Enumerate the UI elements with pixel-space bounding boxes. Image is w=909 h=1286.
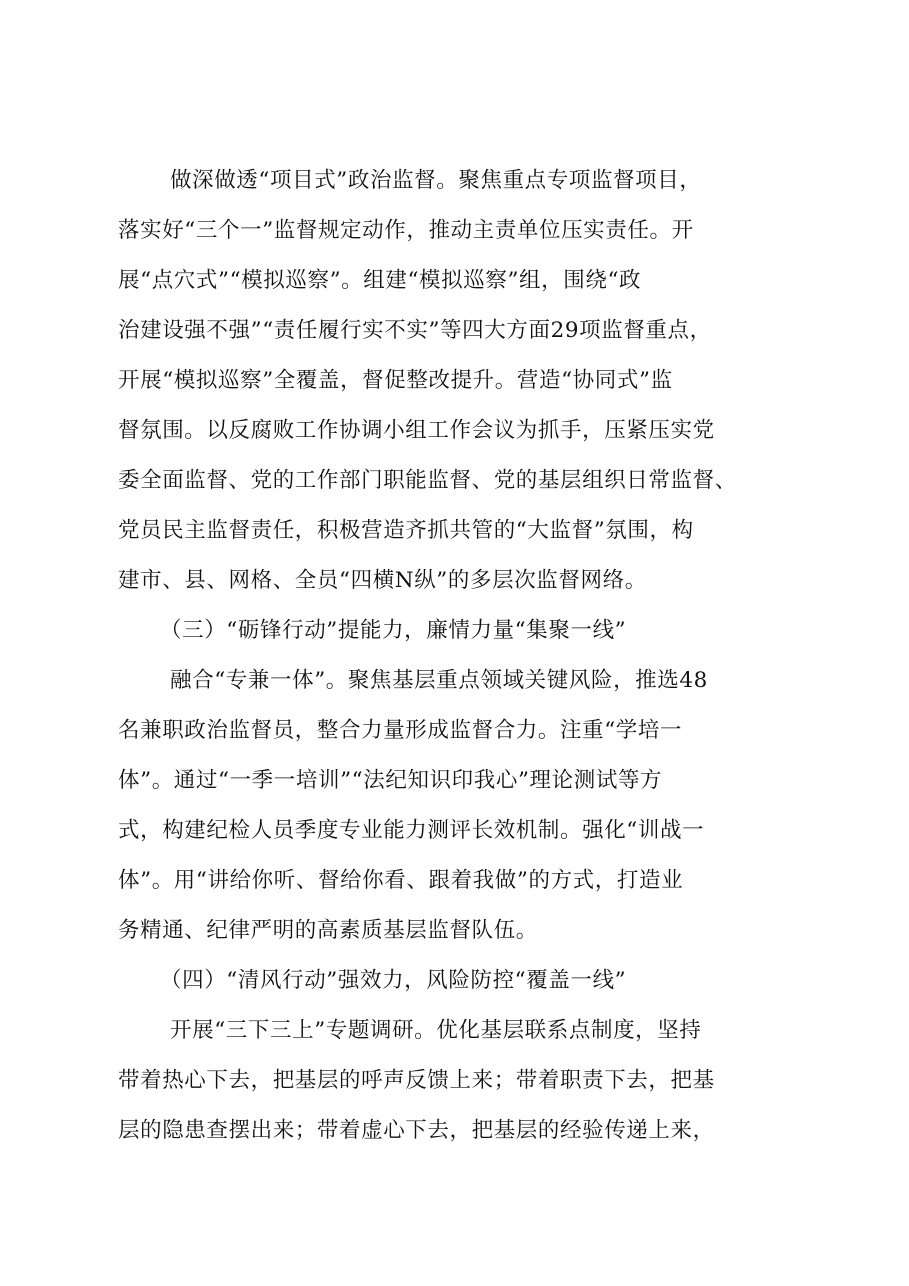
paragraph-line: 开展“模拟巡察”全覆盖，督促整改提升。营造“协同式”监 — [118, 368, 673, 393]
paragraph-line: 开展“三下三上”专题调研。优化基层联系点制度，坚持 — [170, 1018, 702, 1043]
paragraph-line: 落实好“三个一”监督规定动作，推动主责单位压实责任。开 — [118, 218, 694, 243]
paragraph-line: 治建设强不强”“责任履行实不实”等四大方面29项监督重点， — [118, 318, 712, 343]
paragraph-line: 党员民主监督责任，积极营造齐抓共管的“大监督”氛围，构 — [118, 518, 694, 543]
paragraph-line: 展“点穴式”“模拟巡察”。组建“模拟巡察”组，围绕“政 — [118, 268, 642, 293]
paragraph-line: 建市、县、网格、全员“四横N纵”的多层次监督网络。 — [118, 568, 647, 593]
paragraph-line: 式，构建纪检人员季度专业能力测评长效机制。强化“训战一 — [118, 818, 705, 843]
paragraph-line: 务精通、纪律严明的高素质基层监督队伍。 — [118, 918, 538, 943]
paragraph-line: 体”。通过“一季一培训”“法纪知识印我心”理论测试等方 — [118, 768, 663, 793]
paragraph-line: 体”。用“讲给你听、督给你看、跟着我做”的方式，打造业 — [118, 868, 684, 893]
paragraph-line: 层的隐患查摆出来；带着虚心下去，把基层的经验传递上来， — [118, 1118, 715, 1143]
paragraph-line: 督氛围。以反腐败工作协调小组工作会议为抓手，压紧压实党 — [118, 418, 715, 443]
section-heading: （三）“砺锋行动”提能力，廉情力量“集聚一线” — [160, 618, 627, 643]
paragraph-line: 委全面监督、党的工作部门职能监督、党的基层组织日常监督、 — [118, 468, 737, 493]
paragraph-line: 做深做透“项目式”政治监督。聚焦重点专项监督项目， — [170, 168, 702, 193]
paragraph-line: 融合“专兼一体”。聚焦基层重点领域关键风险，推选48 — [170, 668, 708, 693]
paragraph-line: 带着热心下去，把基层的呼声反馈上来；带着职责下去，把基 — [118, 1068, 715, 1093]
section-heading: （四）“清风行动”强效力，风险防控“覆盖一线” — [160, 968, 627, 993]
paragraph-line: 名兼职政治监督员，整合力量形成监督合力。注重“学培一 — [118, 718, 683, 743]
